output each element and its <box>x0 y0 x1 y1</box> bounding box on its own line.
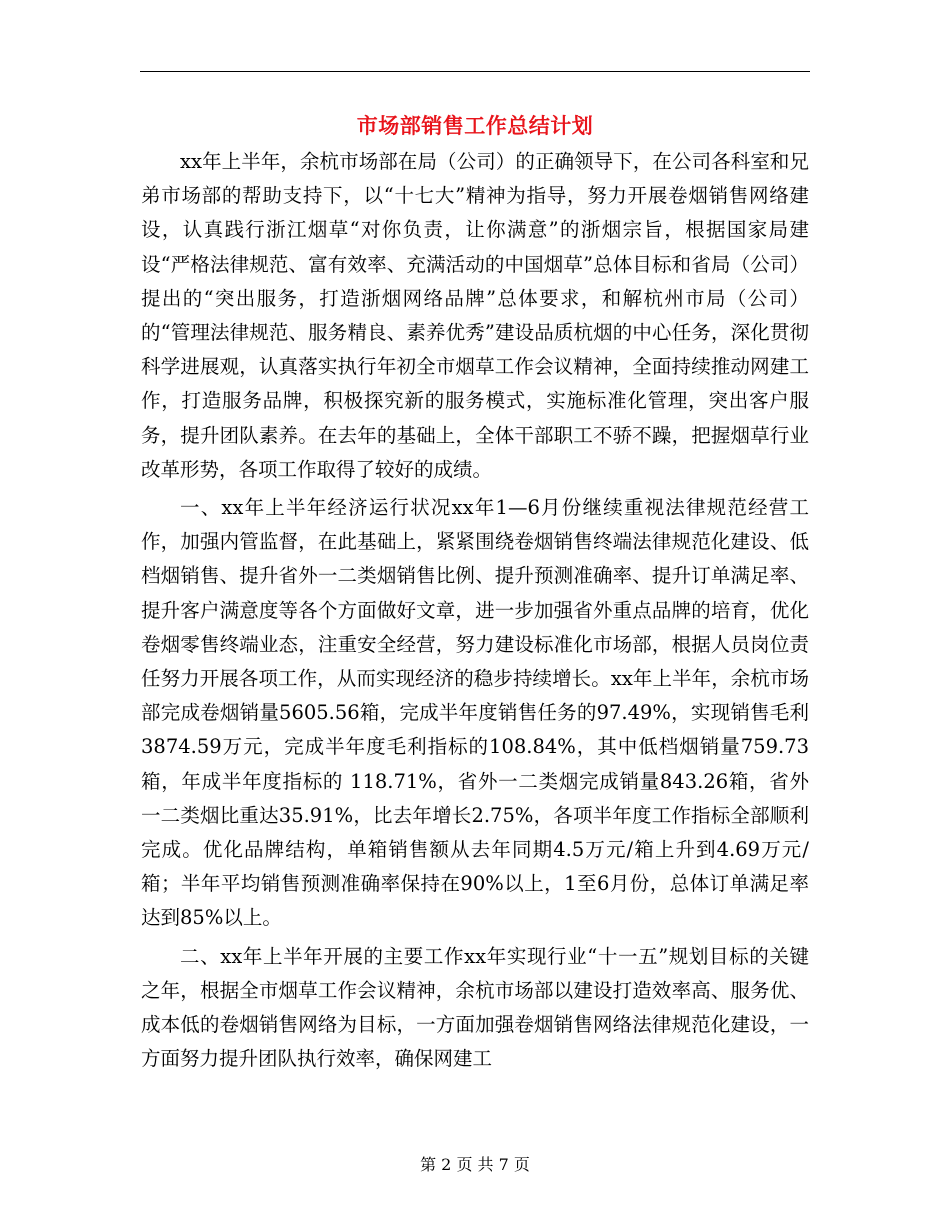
paragraph-intro: xx年上半年，余杭市场部在局（公司）的正确领导下，在公司各科室和兄弟市场部的帮助支持下，以“十七大”精神为指导，努力开展卷烟销售网络建设，认真践行浙江烟草“对你负责，让你满意”的浙烟宗旨，根据国家局建设“严格法律规范、富有效率、充满活动的中国烟草”总体目标和省局（公司）提出的“突出服务，打造浙烟网络品牌”总体要求，和解杭州市局（公司）的“管理法律规范、服务精良、素养优秀”建设品质杭烟的中心任务，深化贯彻科学进展观，认真落实执行年初全市烟草工作会议精神，全面持续推动网建工作，打造服务品牌，积极探究新的服务模式，实施标准化管理，突出客户服务，提升团队素养。在去年的基础上，全体干部职工不骄不躁，把握烟草行业改革形势，各项工作取得了较好的成绩。 <box>141 150 809 481</box>
paragraph-section-2: 二、xx年上半年开展的主要工作xx年实现行业“十一五”规划目标的关键之年，根据全市烟草工作会议精神，余杭市场部以建设打造效率高、服务优、成本低的卷烟销售网络为目标，一方面加强卷烟销售网络法律规范化建设，一方面努力提升团队执行效率，确保网建工 <box>141 944 809 1071</box>
document-body <box>141 145 809 1076</box>
page-footer: 第 2 页 共 7 页 <box>420 1155 530 1174</box>
paragraph-section-1: 一、xx年上半年经济运行状况xx年1—6月份继续重视法律规范经营工作，加强内管监督，在此基础上，紧紧围绕卷烟销售终端法律规范化建设、低档烟销售、提升省外一二类烟销售比例、提升预测准确率、提升订单满足率、提升客户满意度等各个方面做好文章，进一步加强省外重点品牌的培育，优化卷烟零售终端业态，注重安全经营，努力建设标准化市场部，根据人员岗位责任努力开展各项工作，从而实现经济的稳步持续增长。xx年上半年，余杭市场部完成卷烟销量5605.56箱，完成半年度销售任务的97.49%，实现销售毛利3874.59万元，完成半年度毛利指标的108.84%，其中低档烟销量759.73箱，年成半年度指标的 118.71%，省外一二类烟完成销量843.26箱，省外一二类烟比重达35.91%，比去年增长2.75%，各项半年度工作指标全部顺利完成。优化品牌结构，单箱销售额从去年同期4.5万元/箱上升到4.69万元/箱；半年平均销售预测准确率保持在90%以上，1至6月份，总体订单满足率达到85%以上。 <box>141 496 809 930</box>
header-rule <box>140 71 810 72</box>
document-title: 市场部销售工作总结计划 <box>356 114 594 138</box>
